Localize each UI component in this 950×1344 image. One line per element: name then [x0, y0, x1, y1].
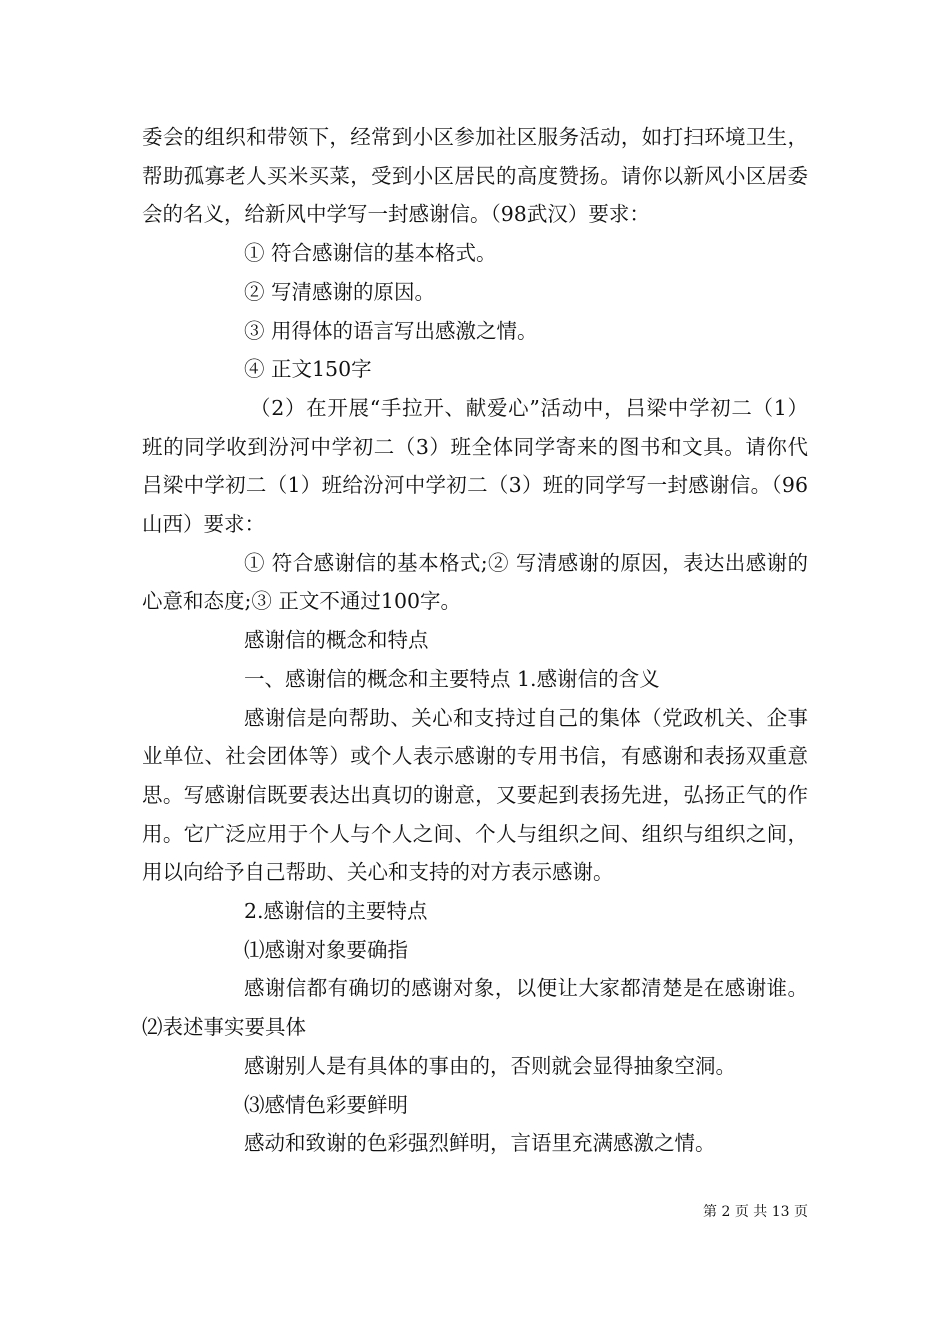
paragraph-feature-3: 感动和致谢的色彩强烈鲜明，言语里充满感激之情。 [244, 1131, 716, 1156]
feature-heading-1: ⑴感谢对象要确指 [244, 937, 408, 962]
paragraph-feature-1: 感谢信都有确切的感谢对象，以便让大家都清楚是在感谢谁。⑵表述事实要具体 [142, 976, 808, 1040]
paragraph-definition: 感谢信是向帮助、关心和支持过自己的集体（党政机关、企事业单位、社会团体等）或个人表示感谢的专用书信，有感谢和表扬双重意思。写感谢信既要表达出真切的谢意，又要起到表扬先进，弘扬正气的作用。它广泛应用于个人与个人之间、个人与组织之间、组织与组织之间，用以向给予自己帮助、关心和支持的对方表示感谢。 [142, 705, 808, 885]
requirement-item-4: ④ 正文150字 [244, 357, 372, 382]
feature-heading-3: ⑶感情色彩要鲜明 [244, 1092, 408, 1117]
paragraph-task-2: （2）在开展“手拉开、献爱心”活动中，吕梁中学初二（1）班的同学收到汾河中学初二（3）班全体同学寄来的图书和文具。请你代吕梁中学初二（1）班给汾河中学初二（3）班的同学写一封感谢信。（96山西）要求： [142, 395, 808, 537]
document-body [142, 118, 808, 1163]
page-number-footer: 第 2 页 共 13 页 [703, 1204, 808, 1220]
requirement-item-3: ③ 用得体的语言写出感激之情。 [244, 318, 538, 343]
paragraph-intro-continuation: 委会的组织和带领下，经常到小区参加社区服务活动，如打扫环境卫生，帮助孤寡老人买米买菜，受到小区居民的高度赞扬。请你以新风小区居委会的名义，给新风中学写一封感谢信。（98武汉）要求： [142, 125, 808, 227]
paragraph-feature-2: 感谢别人是有具体的事由的，否则就会显得抽象空洞。 [244, 1053, 736, 1078]
subsection-heading-definition: 一、感谢信的概念和主要特点 1.感谢信的含义 [244, 666, 660, 691]
section-heading: 感谢信的概念和特点 [244, 628, 429, 653]
requirement-item-2: ② 写清感谢的原因。 [244, 279, 436, 304]
requirement-list-task-2: ① 符合感谢信的基本格式;② 写清感谢的原因，表达出感谢的心意和态度;③ 正文不通过100字。 [142, 550, 808, 614]
subsection-heading-features: 2.感谢信的主要特点 [244, 899, 428, 924]
requirement-item-1: ① 符合感谢信的基本格式。 [244, 241, 497, 266]
